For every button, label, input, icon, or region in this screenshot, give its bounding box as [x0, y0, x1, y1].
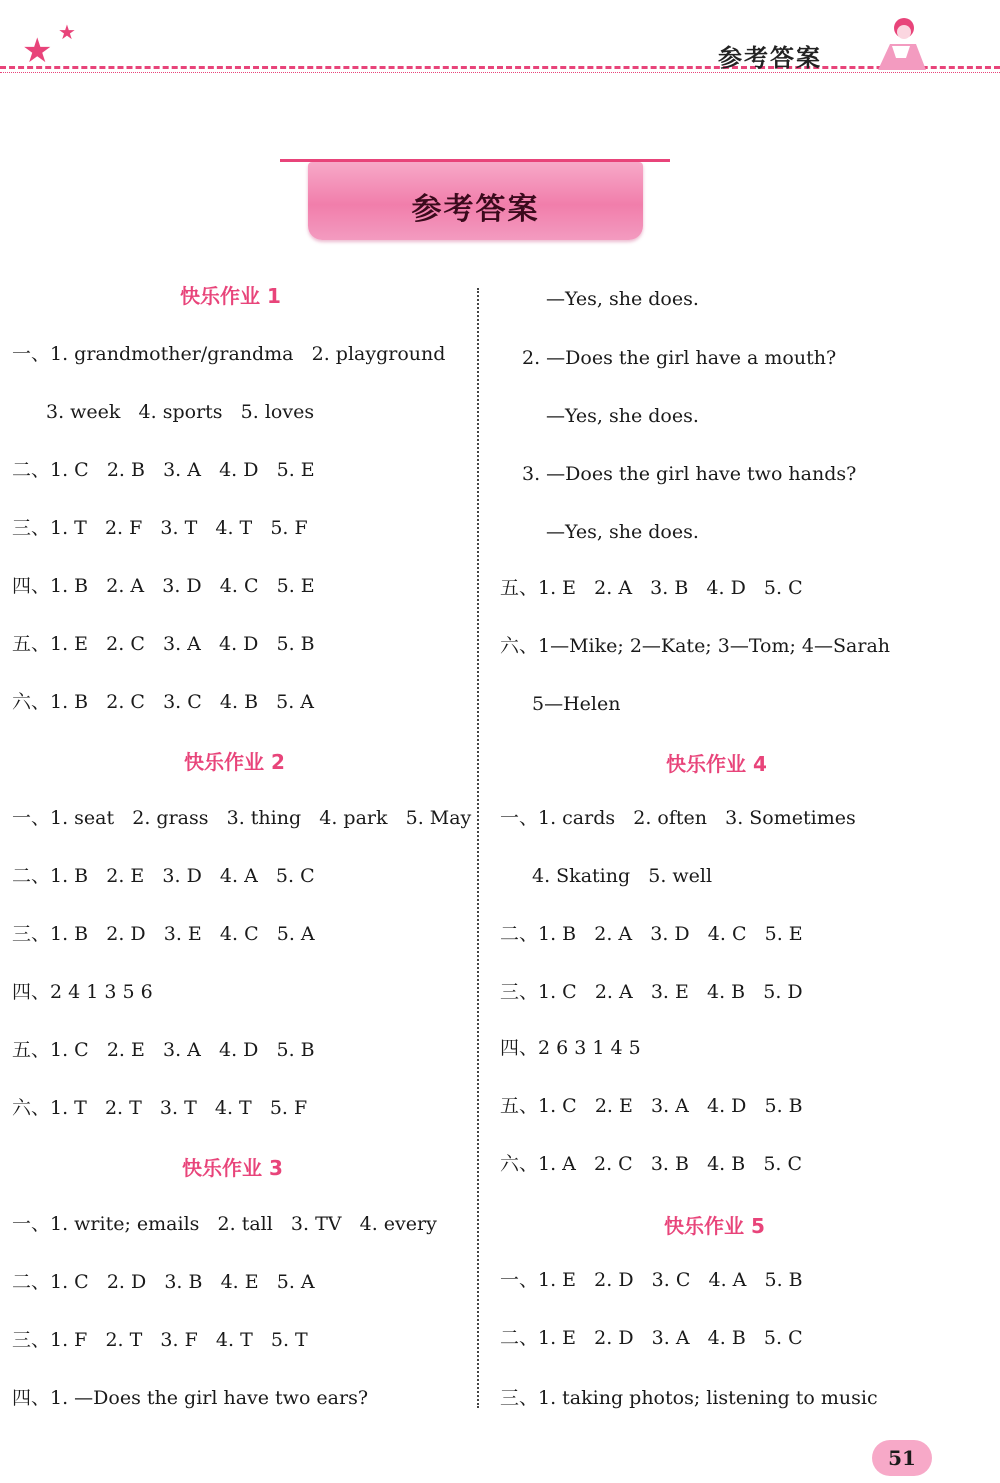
answer-line: 一、1. cards 2. often 3. Sometimes [500, 807, 856, 829]
answer-line: 一、1. seat 2. grass 3. thing 4. park 5. May [12, 807, 472, 829]
girl-illustration-icon [870, 14, 930, 72]
header-title: 参考答案 [718, 44, 822, 72]
answer-line: 三、1. taking photos; listening to music [500, 1387, 878, 1409]
answer-line: 六、1. T 2. T 3. T 4. T 5. F [12, 1097, 308, 1119]
section-title: 快乐作业 1 [180, 284, 281, 308]
answer-line: 3. —Does the girl have two hands? [522, 463, 857, 485]
answer-line: 三、1. F 2. T 3. F 4. T 5. T [12, 1329, 308, 1351]
answer-line: 六、1—Mike; 2—Kate; 3—Tom; 4—Sarah [500, 635, 891, 657]
answer-line: 四、1. B 2. A 3. D 4. C 5. E [12, 575, 315, 597]
answer-line: 一、1. write; emails 2. tall 3. TV 4. every [12, 1213, 437, 1235]
answer-line: 六、1. A 2. C 3. B 4. B 5. C [500, 1153, 803, 1175]
answer-line: 三、1. T 2. F 3. T 4. T 5. F [12, 517, 308, 539]
answer-line: 二、1. C 2. D 3. B 4. E 5. A [12, 1271, 315, 1293]
section-title: 快乐作业 3 [182, 1156, 283, 1180]
answer-line: 2. —Does the girl have a mouth? [522, 347, 837, 369]
page-number: 51 [872, 1440, 932, 1476]
answer-line: 二、1. B 2. E 3. D 4. A 5. C [12, 865, 315, 887]
answer-line: 五、1. E 2. C 3. A 4. D 5. B [12, 633, 315, 655]
answer-line: 二、1. C 2. B 3. A 4. D 5. E [12, 459, 315, 481]
answer-line: —Yes, she does. [546, 521, 699, 543]
answer-line: 五、1. C 2. E 3. A 4. D 5. B [12, 1039, 315, 1061]
answer-line: 六、1. B 2. C 3. C 4. B 5. A [12, 691, 315, 713]
answer-line: 4. Skating 5. well [532, 865, 713, 887]
star-icon: ★ [22, 31, 53, 71]
section-title: 快乐作业 4 [666, 752, 767, 776]
answer-line: 3. week 4. sports 5. loves [46, 401, 315, 423]
star-icon: ★ [58, 20, 76, 44]
answer-line: 五、1. C 2. E 3. A 4. D 5. B [500, 1095, 803, 1117]
column-divider [477, 288, 479, 1408]
section-title: 快乐作业 2 [184, 750, 285, 774]
answer-line: 一、1. E 2. D 3. C 4. A 5. B [500, 1269, 803, 1291]
answer-line: 一、1. grandmother/grandma 2. playground [12, 343, 446, 365]
answer-line: 三、1. B 2. D 3. E 4. C 5. A [12, 923, 315, 945]
answer-line: —Yes, she does. [546, 288, 699, 310]
answer-line: 二、1. B 2. A 3. D 4. C 5. E [500, 923, 803, 945]
answer-line: —Yes, she does. [546, 405, 699, 427]
answer-line: 四、2 4 1 3 5 6 [12, 981, 153, 1003]
answer-line: 二、1. E 2. D 3. A 4. B 5. C [500, 1327, 803, 1349]
answer-line: 5—Helen [532, 693, 621, 715]
section-title: 快乐作业 5 [664, 1214, 765, 1238]
answer-line: 三、1. C 2. A 3. E 4. B 5. D [500, 981, 803, 1003]
answer-line: 四、1. —Does the girl have two ears? [12, 1387, 369, 1409]
header-divider [0, 66, 1000, 69]
header-divider [0, 72, 1000, 73]
answer-banner [308, 162, 643, 240]
answer-line: 五、1. E 2. A 3. B 4. D 5. C [500, 577, 803, 599]
answer-line: 四、2 6 3 1 4 5 [500, 1037, 641, 1059]
banner-title: 参考答案 [411, 192, 540, 227]
